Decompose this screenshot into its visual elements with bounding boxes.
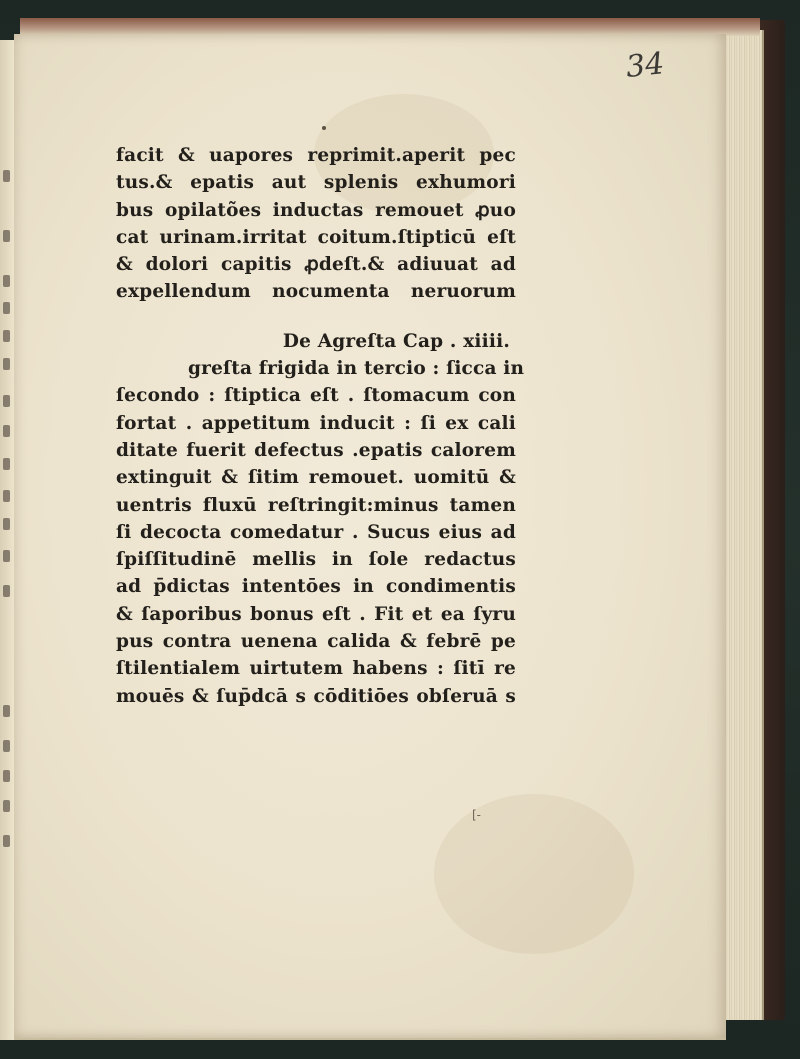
sliver-ink-mark — [3, 358, 10, 370]
text-line: expellendum nocumenta neruorum — [116, 281, 516, 303]
sliver-ink-mark — [3, 550, 10, 562]
text-line: facit & uapores reprimit.aperit pec — [116, 145, 516, 166]
text-line: fortat . appetitum inducit : ſi ex cali — [116, 412, 516, 434]
sliver-ink-mark — [3, 230, 10, 242]
sliver-ink-mark — [3, 490, 10, 502]
sliver-ink-mark — [3, 458, 10, 470]
text-line: ad p̄dictas intentōes in condimentis — [116, 576, 516, 598]
text-line: ſtilentialem uirtutem habens : ſitī re — [116, 658, 516, 680]
chapter-paragraph — [116, 355, 525, 710]
paper-stain — [434, 794, 634, 954]
folio-number: 34 — [624, 46, 666, 85]
text-line: greſta frigida in tercio : ſicca in — [188, 358, 525, 380]
sliver-ink-mark — [3, 330, 10, 342]
text-line: uentris fluxū reſtringit:minus tamen — [116, 494, 516, 516]
sliver-ink-mark — [3, 170, 10, 182]
sliver-ink-mark — [3, 585, 10, 597]
text-line: & ſaporibus bonus eſt . Fit et ea ſyru — [116, 603, 516, 625]
text-line: ſpiſſitudinē mellis in ſole redactus — [116, 549, 516, 571]
text-block — [116, 142, 525, 710]
text-line: ditate fuerit defectus .epatis calorem — [116, 439, 516, 461]
text-line: extinguit & ſitim remouet. uomitū & — [116, 467, 516, 489]
text-line: tus.& epatis aut splenis exhumori — [116, 172, 516, 194]
sliver-ink-mark — [3, 835, 10, 847]
sliver-ink-mark — [3, 425, 10, 437]
sliver-ink-mark — [3, 275, 10, 287]
text-line: mouēs & ſup̄dcā s cōditiōes obſeruā s — [116, 685, 516, 707]
signature-mark: [- — [472, 808, 482, 822]
sliver-ink-mark — [3, 395, 10, 407]
text-line: ſi decocta comedatur . Sucus eius ad — [116, 521, 516, 543]
text-line: bus opilatões inductas remouet ꝓuo — [116, 199, 516, 221]
sliver-ink-mark — [3, 740, 10, 752]
paragraph-continued — [116, 142, 516, 306]
sliver-ink-mark — [3, 800, 10, 812]
text-line: cat urinam.irritat coitum.ſtipticū eſt — [116, 226, 516, 248]
text-line: pus contra uenena calida & febrē pe — [116, 631, 516, 653]
book-page — [14, 34, 726, 1040]
sliver-ink-mark — [3, 302, 10, 314]
sliver-ink-mark — [3, 518, 10, 530]
text-line: & dolori capitis ꝓdeſt.& adiuuat ad — [116, 254, 516, 276]
sliver-ink-mark — [3, 770, 10, 782]
text-line: ſecondo : ſtiptica eſt . ſtomacum con — [116, 385, 516, 407]
page-fore-edges — [720, 30, 764, 1020]
ink-dot — [322, 126, 326, 130]
sliver-ink-mark — [3, 705, 10, 717]
chapter-heading: De Agreſta Cap . xiiii. — [282, 330, 510, 352]
